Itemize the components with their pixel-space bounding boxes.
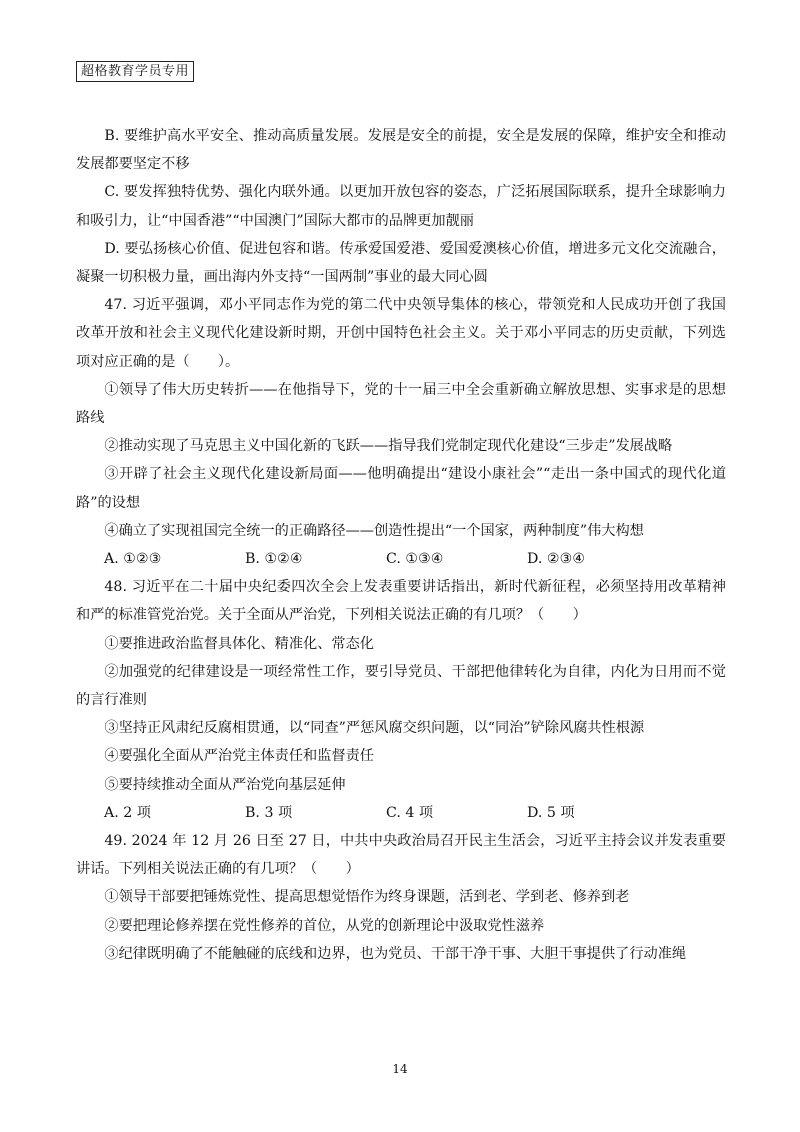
- q49-stem: 49. 2024 年 12 月 26 日至 27 日，中共中央政治局召开民主生活会，习近平主持会议并发表重要讲话。下列相关说法正确的有几项？（ ）: [76, 833, 726, 878]
- q47-stem: 47. 习近平强调，邓小平同志作为党的第二代中央领导集体的核心，带领党和人民成功开创了我国改革开放和社会主义现代化建设新时期，开创中国特色社会主义。关于邓小平同志的历史贡献，下列选项对应正确的是（ ）。: [76, 297, 726, 370]
- q48-stem: 48. 习近平在二十届中央纪委四次全会上发表重要讲话指出，新时代新征程，必须坚持用改革精神和严的标准管党治党。关于全面从严治党，下列相关说法正确的有几项？（ ）: [76, 579, 726, 624]
- q47-option-a: A. ①②③: [104, 551, 162, 568]
- q48-item-1: ①要推进政治监督具体化、精准化、常态化: [104, 635, 374, 652]
- q47-option-d: D. ②③④: [527, 551, 586, 568]
- q48-option-c: C. 4 项: [386, 804, 434, 821]
- q48-option-b: B. 3 项: [245, 804, 293, 821]
- q47-item-1: ①领导了伟大历史转折——在他指导下，党的十一届三中全会重新确立解放思想、实事求是的思想路线: [76, 381, 726, 427]
- q49-item-2: ②要把理论修养摆在党性修养的首位，从党的创新理论中汲取党性滋养: [104, 917, 545, 934]
- q46-option-d: D. 要弘扬核心价值、促进包容和谐。传承爱国爱港、爱国爱澳核心价值，增进多元文化交流融合，凝聚一切积极力量，画出海内外支持“一国两制”事业的最大同心圆: [76, 240, 726, 286]
- q48-item-4: ④要强化全面从严治党主体责任和监督责任: [104, 748, 374, 765]
- q48-options: [76, 799, 726, 827]
- q48-item-2: ②加强党的纪律建设是一项经常性工作，要引导党员、干部把他律转化为自律，内化为日用而不觉的言行准则: [76, 663, 726, 709]
- document-body: [76, 122, 726, 968]
- q47-options: [76, 545, 726, 573]
- q48-option-a: A. 2 项: [104, 804, 151, 821]
- q47-option-b: B. ①②④: [245, 551, 303, 568]
- q46-option-b: B. 要维护高水平安全、推动高质量发展。发展是安全的前提，安全是发展的保障，维护安全和推动发展都要坚定不移: [76, 128, 726, 173]
- q48-item-5: ⑤要持续推动全面从严治党向基层延伸: [104, 776, 346, 793]
- header-badge: 超格教育学员专用: [76, 61, 194, 82]
- q49-item-3: ③纪律既明确了不能触碰的底线和边界，也为党员、干部干净干事、大胆干事提供了行动准绳: [104, 945, 687, 962]
- q48-item-3: ③坚持正风肃纪反腐相贯通，以“同查”严惩风腐交织问题，以“同治”铲除风腐共性根源: [104, 720, 645, 737]
- q47-item-4: ④确立了实现祖国完全统一的正确路径——创造性提出“一个国家，两种制度”伟大构想: [104, 522, 644, 539]
- page-number: 14: [392, 1062, 408, 1076]
- q47-item-2: ②推动实现了马克思主义中国化新的飞跃——指导我们党制定现代化建设“三步走”发展战略: [104, 438, 673, 455]
- q48-option-d: D. 5 项: [527, 804, 575, 821]
- q49-item-1: ①领导干部要把锤炼党性、提高思想觉悟作为终身课题，活到老、学到老、修养到老: [104, 889, 630, 906]
- q47-option-c: C. ①③④: [386, 551, 444, 568]
- q46-option-c: C. 要发挥独特优势、强化内联外通。以更加开放包容的姿态，广泛拓展国际联系，提升全球影响力和吸引力，让“中国香港”“中国澳门”国际大都市的品牌更加靓丽: [76, 184, 726, 229]
- q47-item-3: ③开辟了社会主义现代化建设新局面——他明确提出“建设小康社会”“走出一条中国式的现代化道路”的设想: [76, 466, 726, 511]
